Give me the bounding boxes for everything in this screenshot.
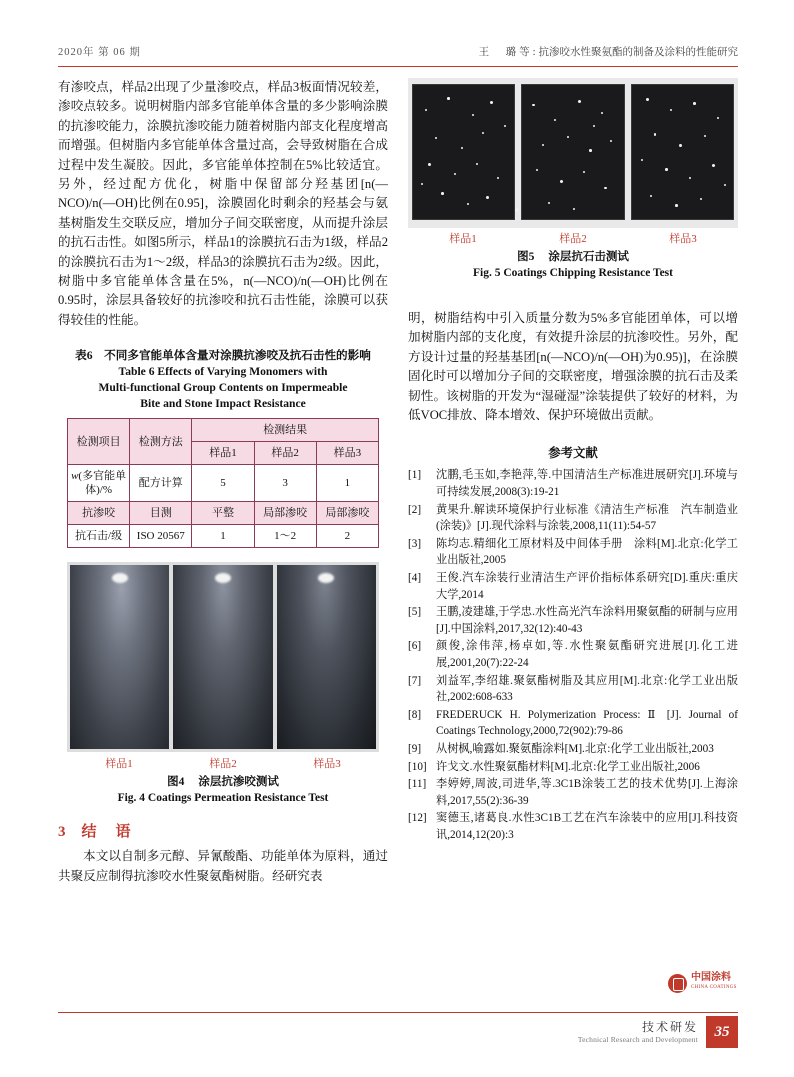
reference-text: 黄果升.解读环境保护行业标准《清洁生产标准 汽车制造业(涂装)》[J].现代涂料与涂装,2008,11(11):54-57 [436,503,738,533]
references-heading: 参考文献 [548,446,598,461]
table6-r1-method: 配方计算 [130,465,192,502]
table6-col-sample2: 样品2 [254,442,316,465]
section-number: 3 [58,824,68,841]
figure-4-panel-3 [277,565,376,749]
list-item [408,776,738,809]
table6-r1-item: w(多官能单体)/% [68,465,130,502]
table6-col-method: 检测方法 [130,419,192,465]
list-item [408,467,738,500]
right-column [408,78,738,845]
logo-mark-icon [668,974,687,993]
figure-5-caption-cn: 涂层抗石击测试 [548,251,629,263]
figure-5-image [408,78,738,228]
table6 [67,418,379,548]
figure-4-panel-2 [173,565,272,749]
page-footer [58,1012,738,1052]
header-author: 王 璐等: [478,47,539,58]
reference-number: [7] [408,674,422,687]
reference-text: 陈均志.精细化工原材料及中间体手册 涂料[M].北京:化学工业出版社,2005 [436,537,738,567]
list-item [408,604,738,637]
table-row [68,525,379,548]
table6-title-en-2: Multi-functional Group Contents on Impermeable [98,381,348,395]
reference-number: [10] [408,760,427,773]
table6-title [58,348,388,412]
list-item [408,536,738,569]
figure-5-label-1: 样品1 [449,233,477,245]
figure-4-caption-en: Fig. 4 Coatings Permeation Resistance Test [117,792,329,805]
table6-r2-item: 抗渗咬 [68,502,130,525]
reference-text: 王鹏,凌建雄,于学忠.水性高光汽车涂料用聚氨酯的研制与应用[J].中国涂料,2017,32(12):40-43 [436,606,738,635]
reference-text: 刘益军,李绍雄.聚氨酯树脂及其应用[M].北京:化学工业出版社,2002:608-633 [436,674,738,704]
figure-4-caption-num: 图4 [167,776,185,789]
table6-title-cn: 表6 不同多官能单体含量对涂膜抗渗咬及抗石击性的影响 [75,349,371,363]
references-list [408,467,738,843]
figure-4-label-3: 样品3 [313,758,341,771]
table-row [68,502,379,525]
table6-r2-v3: 局部渗咬 [316,502,378,525]
reference-text: FREDERUCK H. Polymerization Process: Ⅱ [J]. Journal of Coatings Technology,2000,72(902):79-86 [436,708,738,738]
table6-r3-method: ISO 20567 [130,525,192,548]
list-item [408,810,738,843]
figure-4-image [67,562,379,752]
figure-5-panel-3 [631,84,734,220]
reference-number: [1] [408,469,422,482]
table6-r1-v3: 1 [316,465,378,502]
table6-col-sample1: 样品1 [192,442,254,465]
figure-5-caption-num: 图5 [517,251,535,263]
figure-5-caption [408,249,738,281]
table6-r2-v1: 平整 [192,502,254,525]
table6-r2-method: 目测 [130,502,192,525]
table-row [68,465,379,502]
list-item [408,570,738,603]
reference-text: 王俊.汽车涂装行业清洁生产评价指标体系研究[D].重庆:重庆大学,2014 [436,572,738,601]
figure-5-label-3: 样品3 [669,233,697,245]
section-heading-conclusion [58,820,388,841]
list-item [408,673,738,706]
reference-text: 许戈文.水性聚氨酯材料[M].北京:化学工业出版社,2006 [436,760,700,773]
table6-title-en-3: Bite and Stone Impact Resistance [140,397,306,411]
reference-number: [4] [408,572,422,584]
footer-section-en: Technical Research and Development [577,1035,698,1044]
figure-4-panel-1 [70,565,169,749]
logo-text-en: CHINA COATINGS [691,985,737,990]
table6-r3-v1: 1 [192,525,254,548]
figure-5-panels [412,84,734,220]
figure-4-label-2: 样品2 [209,758,237,771]
reference-number: [5] [408,606,422,619]
footer-section-cn: 技术研发 [641,1020,698,1034]
table6-r3-v2: 1～2 [254,525,316,548]
reference-number: [11] [408,778,427,791]
figure-5-label-2: 样品2 [559,233,587,245]
list-item [408,502,738,535]
left-paragraph-1: 有渗咬点，样品2出现了少量渗咬点，样品3板面情况较差，渗咬点较多。说明树脂内部多官能单体含量的多少影响涂膜的抗渗咬能力，涂膜抗渗咬能力随着树脂内部支化程度增高而增强。但树脂内多官能单体含量过高，会导致树脂在合成过程中发生凝胶。因此，多官能单体控制在5%比较适宜。另外，经过配方优化，树脂中保留部分羟基团[n(—NCO)/n(—OH)比例在0.95]，涂膜固化时剩余的羟基会与氨基树脂发生交联反应，增加分子间交联密度，从而提升涂层的抗石击性。如图5所示，样品1的涂膜抗石击为1级，样品2的涂膜抗石击为1～2级，样品3的涂膜抗石击为2级。因此，树脂中多官能单体含量在5%，n(—NCO)/n(—OH)比例在0.95时，涂层具备较好的抗渗咬和抗石击性能，涂膜可以获得较佳的性能。 [58,80,388,327]
table6-col-sample3: 样品3 [316,442,378,465]
list-item [408,638,738,671]
list-item [408,741,738,758]
list-item [408,759,738,776]
glare-highlight [112,573,128,583]
figure-4-caption-cn: 涂层抗渗咬测试 [198,776,279,789]
reference-number: [8] [408,708,422,721]
table6-col-results: 检测结果 [192,419,379,442]
reference-number: [3] [408,537,422,550]
figure-5-caption-en: Fig. 5 Coatings Chipping Resistance Test [472,267,673,279]
table6-r3-item: 抗石击/级 [68,525,130,548]
page-header [58,44,738,67]
footer-divider [58,1012,738,1013]
page-number-badge: 35 [706,1016,738,1048]
glare-highlight [318,573,334,583]
header-title: 抗渗咬水性聚氨酯的制备及涂料的性能研究 [538,47,738,58]
table6-header-row-1 [68,419,379,442]
left-column [58,78,388,886]
reference-text: 沈鹏,毛玉如,李艳萍,等.中国清洁生产标准进展研究[J].环境与可持续发展,2008(3):19-21 [436,469,738,499]
table6-r1-v1: 5 [192,465,254,502]
figure-4-caption [67,774,379,806]
section-title: 结 语 [81,824,133,841]
table6-col-item: 检测项目 [68,419,130,465]
figure-4-label-1: 样品1 [105,758,133,771]
header-issue: 2020年 第 06 期 [58,47,141,58]
figure-5-panel-2 [521,84,624,220]
figure-4-sample-labels [67,755,379,771]
reference-text: 窦德玉,诸葛良.水性3C1B工艺在汽车涂装中的应用[J].科技资讯,2014,12(20):3 [436,812,738,841]
reference-text: 从树枫,喻露如.聚氨酯涂料[M].北京:化学工业出版社,2003 [436,742,714,755]
reference-number: [6] [408,640,422,653]
logo-text-cn: 中国涂料 [691,972,731,983]
glare-highlight [215,573,231,583]
reference-number: [9] [408,742,422,755]
table6-r3-v3: 2 [316,525,378,548]
reference-number: [12] [408,812,427,825]
publisher-logo [668,972,738,994]
table6-title-en-1: Table 6 Effects of Varying Monomers with [118,365,328,379]
conclusion-paragraph: 本文以自制多元醇、异氰酸酯、功能单体为原料，通过共聚反应制得抗渗咬水性聚氨酯树脂。经研究表 [58,849,388,883]
table6-r1-v2: 3 [254,465,316,502]
reference-text: 颜俊,涂伟萍,杨卓如,等.水性聚氨酯研究进展[J].化工进展,2001,20(7):22-24 [436,640,738,669]
right-paragraph-1: 明，树脂结构中引入质量分数为5%多官能团单体，可以增加树脂内部的支化度，有效提升涂层的抗渗咬性。另外，配方设计过量的羟基基团[n(—NCO)/n(—OH)为0.95)]，在涂膜固化时可以增加分子间的交联密度，增强涂膜的抗石击及柔韧性。该树脂的开发为“湿碰湿”涂装提供了较好的材料，为低VOC排放、降本增效、保护环境做出贡献。 [408,311,738,423]
header-running-title [479,44,738,59]
reference-text: 李婷婷,周波,司进华,等.3C1B涂装工艺的技术优势[J].上海涂料,2017,55(2):36-39 [436,778,738,807]
table6-r2-v2: 局部渗咬 [254,502,316,525]
reference-number: [2] [408,503,422,516]
figure-5-sample-labels [408,230,738,246]
figure-5-panel-1 [412,84,515,220]
list-item [408,707,738,740]
